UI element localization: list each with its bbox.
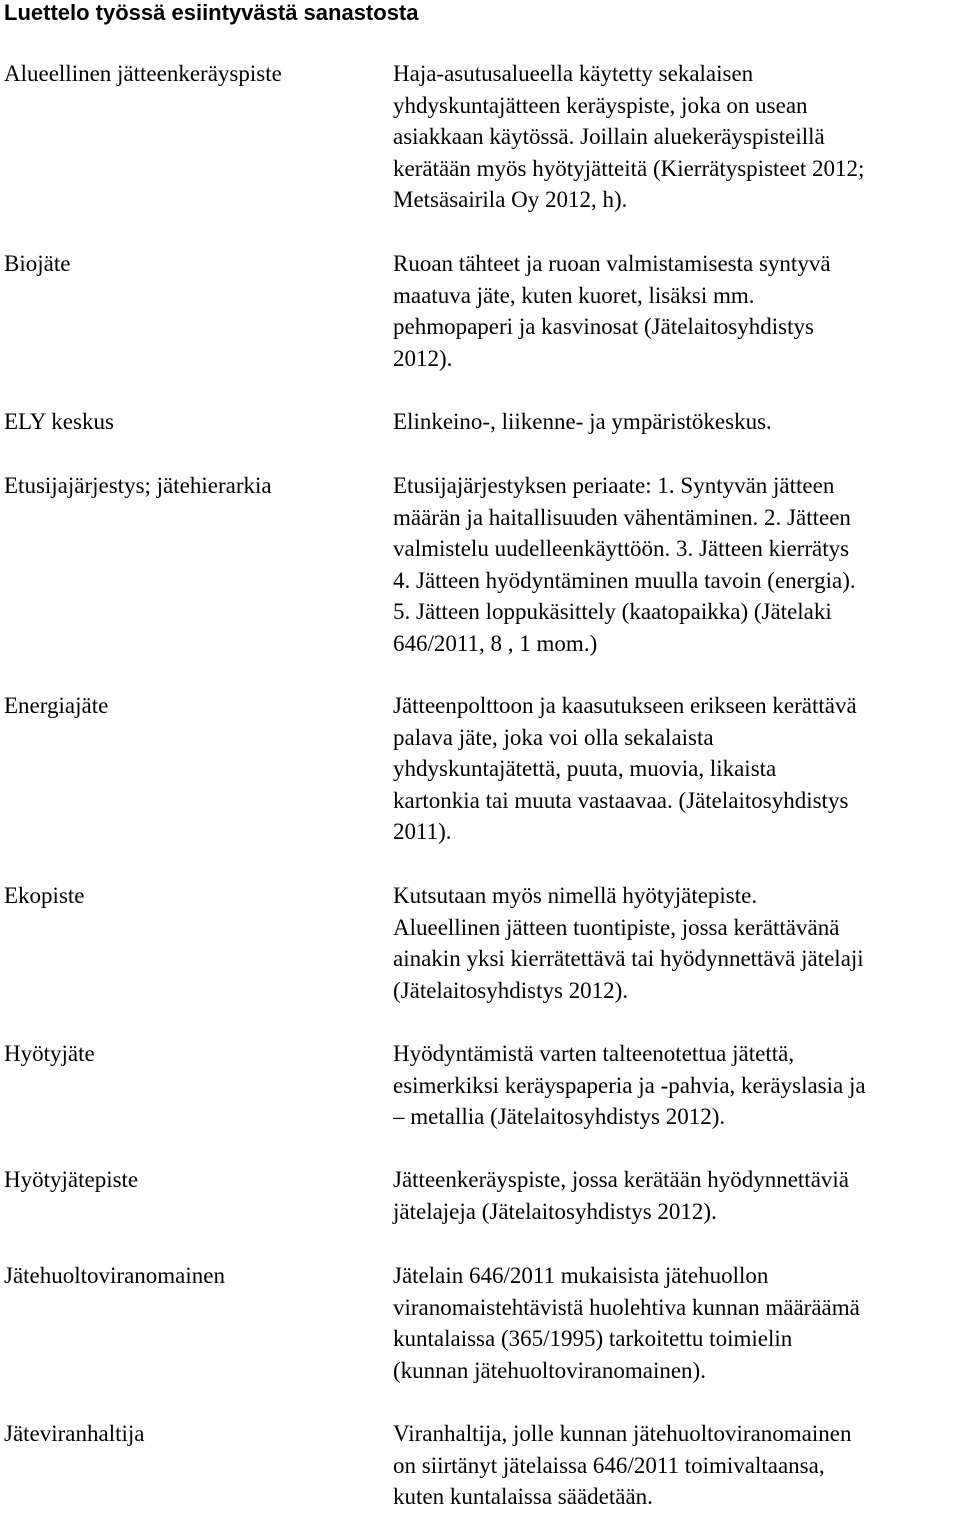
definition-line: kerätään myös hyötyjätteitä (Kierrätyspisteet 2012; (393, 155, 865, 181)
definition-line: ainakin yksi kierrätettävä tai hyödynnettävä jätelaji (393, 946, 864, 971)
definition-line: kartonkia tai muuta vastaavaa. (Jätelaitosyhdistys (393, 787, 849, 813)
definition-line: kuten kuntalaissa säädetään. (393, 1484, 653, 1509)
definition-line: on siirtänyt jätelaissa 646/2011 toimivaltaansa, (393, 1452, 825, 1478)
definition-line: Viranhaltija, jolle kunnan jätehuoltoviranomainen (393, 1421, 852, 1446)
definition-line: 2011). (393, 819, 452, 844)
definition-line: (Jätelaitosyhdistys 2012). (393, 977, 629, 1003)
definition-line: viranomaistehtävistä huolehtiva kunnan määräämä (393, 1294, 860, 1320)
definition-line: Elinkeino-, liikenne- ja ympäristökeskus. (393, 409, 772, 434)
definition (393, 248, 958, 374)
definition-line: Haja-asutusalueella käytetty sekalaisen (393, 61, 754, 86)
term: Jätehuoltoviranomainen (4, 1263, 225, 1288)
definition (393, 406, 958, 438)
term: Hyötyjätepiste (4, 1167, 139, 1192)
definition (393, 58, 958, 216)
definition-line: Jätteenpolttoon ja kaasutukseen erikseen kerättävä (393, 693, 857, 718)
definition (393, 1260, 958, 1386)
definition-line: yhdyskuntajätettä, puuta, muovia, likaista (393, 756, 777, 781)
definition (393, 470, 958, 659)
definition-line: Kutsutaan myös nimellä hyötyjätepiste. (393, 883, 758, 908)
definition-line: Hyödyntämistä varten talteenotettua jätettä, (393, 1041, 795, 1066)
page-title: Luettelo työssä esiintyvästä sanastosta (4, 0, 419, 25)
definition-line: 2012). (393, 345, 453, 371)
definition-line: kuntalaissa (365/1995) tarkoitettu toimielin (393, 1326, 793, 1351)
definition-line: pehmopaperi ja kasvinosat (Jätelaitosyhdistys (393, 314, 814, 339)
definition-line: 4. Jätteen hyödyntäminen muulla tavoin (energia). (393, 567, 856, 593)
definition-line: Alueellinen jätteen tuontipiste, jossa kerättävänä (393, 914, 840, 940)
definition-line: maatuva jäte, kuten kuoret, lisäksi mm. (393, 282, 755, 308)
definition (393, 1418, 958, 1513)
definition-line: Jätteenkeräyspiste, jossa kerätään hyödynnettäviä (393, 1167, 850, 1192)
definition (393, 1164, 958, 1227)
definition (393, 880, 958, 1006)
definition-line: jätelajeja (Jätelaitosyhdistys 2012). (393, 1198, 717, 1224)
term: ELY keskus (4, 409, 114, 434)
term: Energiajäte (4, 693, 109, 718)
definition-line: 646/2011, 8 , 1 mom.) (393, 630, 598, 656)
definition-line: 5. Jätteen loppukäsittely (kaatopaikka) (Jätelaki (393, 599, 832, 624)
definition-line: (kunnan jätehuoltoviranomainen). (393, 1357, 706, 1383)
term: Alueellinen jätteenkeräyspiste (4, 61, 282, 86)
definition (393, 1038, 958, 1133)
definition-line: Ruoan tähteet ja ruoan valmistamisesta syntyvä (393, 251, 831, 276)
definition-line: Jätelain 646/2011 mukaisista jätehuollon (393, 1263, 769, 1288)
term: Jäteviranhaltija (4, 1421, 145, 1446)
term: Ekopiste (4, 883, 85, 908)
term: Biojäte (4, 251, 71, 276)
definition-line: palava jäte, joka voi olla sekalaista (393, 724, 714, 750)
term: Etusijajärjestys; jätehierarkia (4, 473, 272, 498)
term: Hyötyjäte (4, 1041, 95, 1066)
definition-line: asiakkaan käytössä. Joillain aluekeräyspisteillä (393, 124, 825, 149)
definition-line: Metsäsairila Oy 2012, h). (393, 187, 628, 212)
definition-line: Etusijajärjestyksen periaate: 1. Syntyvän jätteen (393, 473, 835, 498)
definition-line: määrän ja haitallisuuden vähentäminen. 2. Jätteen (393, 504, 851, 530)
definition-line: – metallia (Jätelaitosyhdistys 2012). (393, 1104, 726, 1129)
definition (393, 690, 958, 848)
definition-line: valmistelu uudelleenkäyttöön. 3. Jätteen kierrätys (393, 536, 850, 561)
definition-line: yhdyskuntajätteen keräyspiste, joka on usean (393, 92, 808, 118)
definition-line: esimerkiksi keräyspaperia ja -pahvia, keräyslasia ja (393, 1072, 866, 1098)
